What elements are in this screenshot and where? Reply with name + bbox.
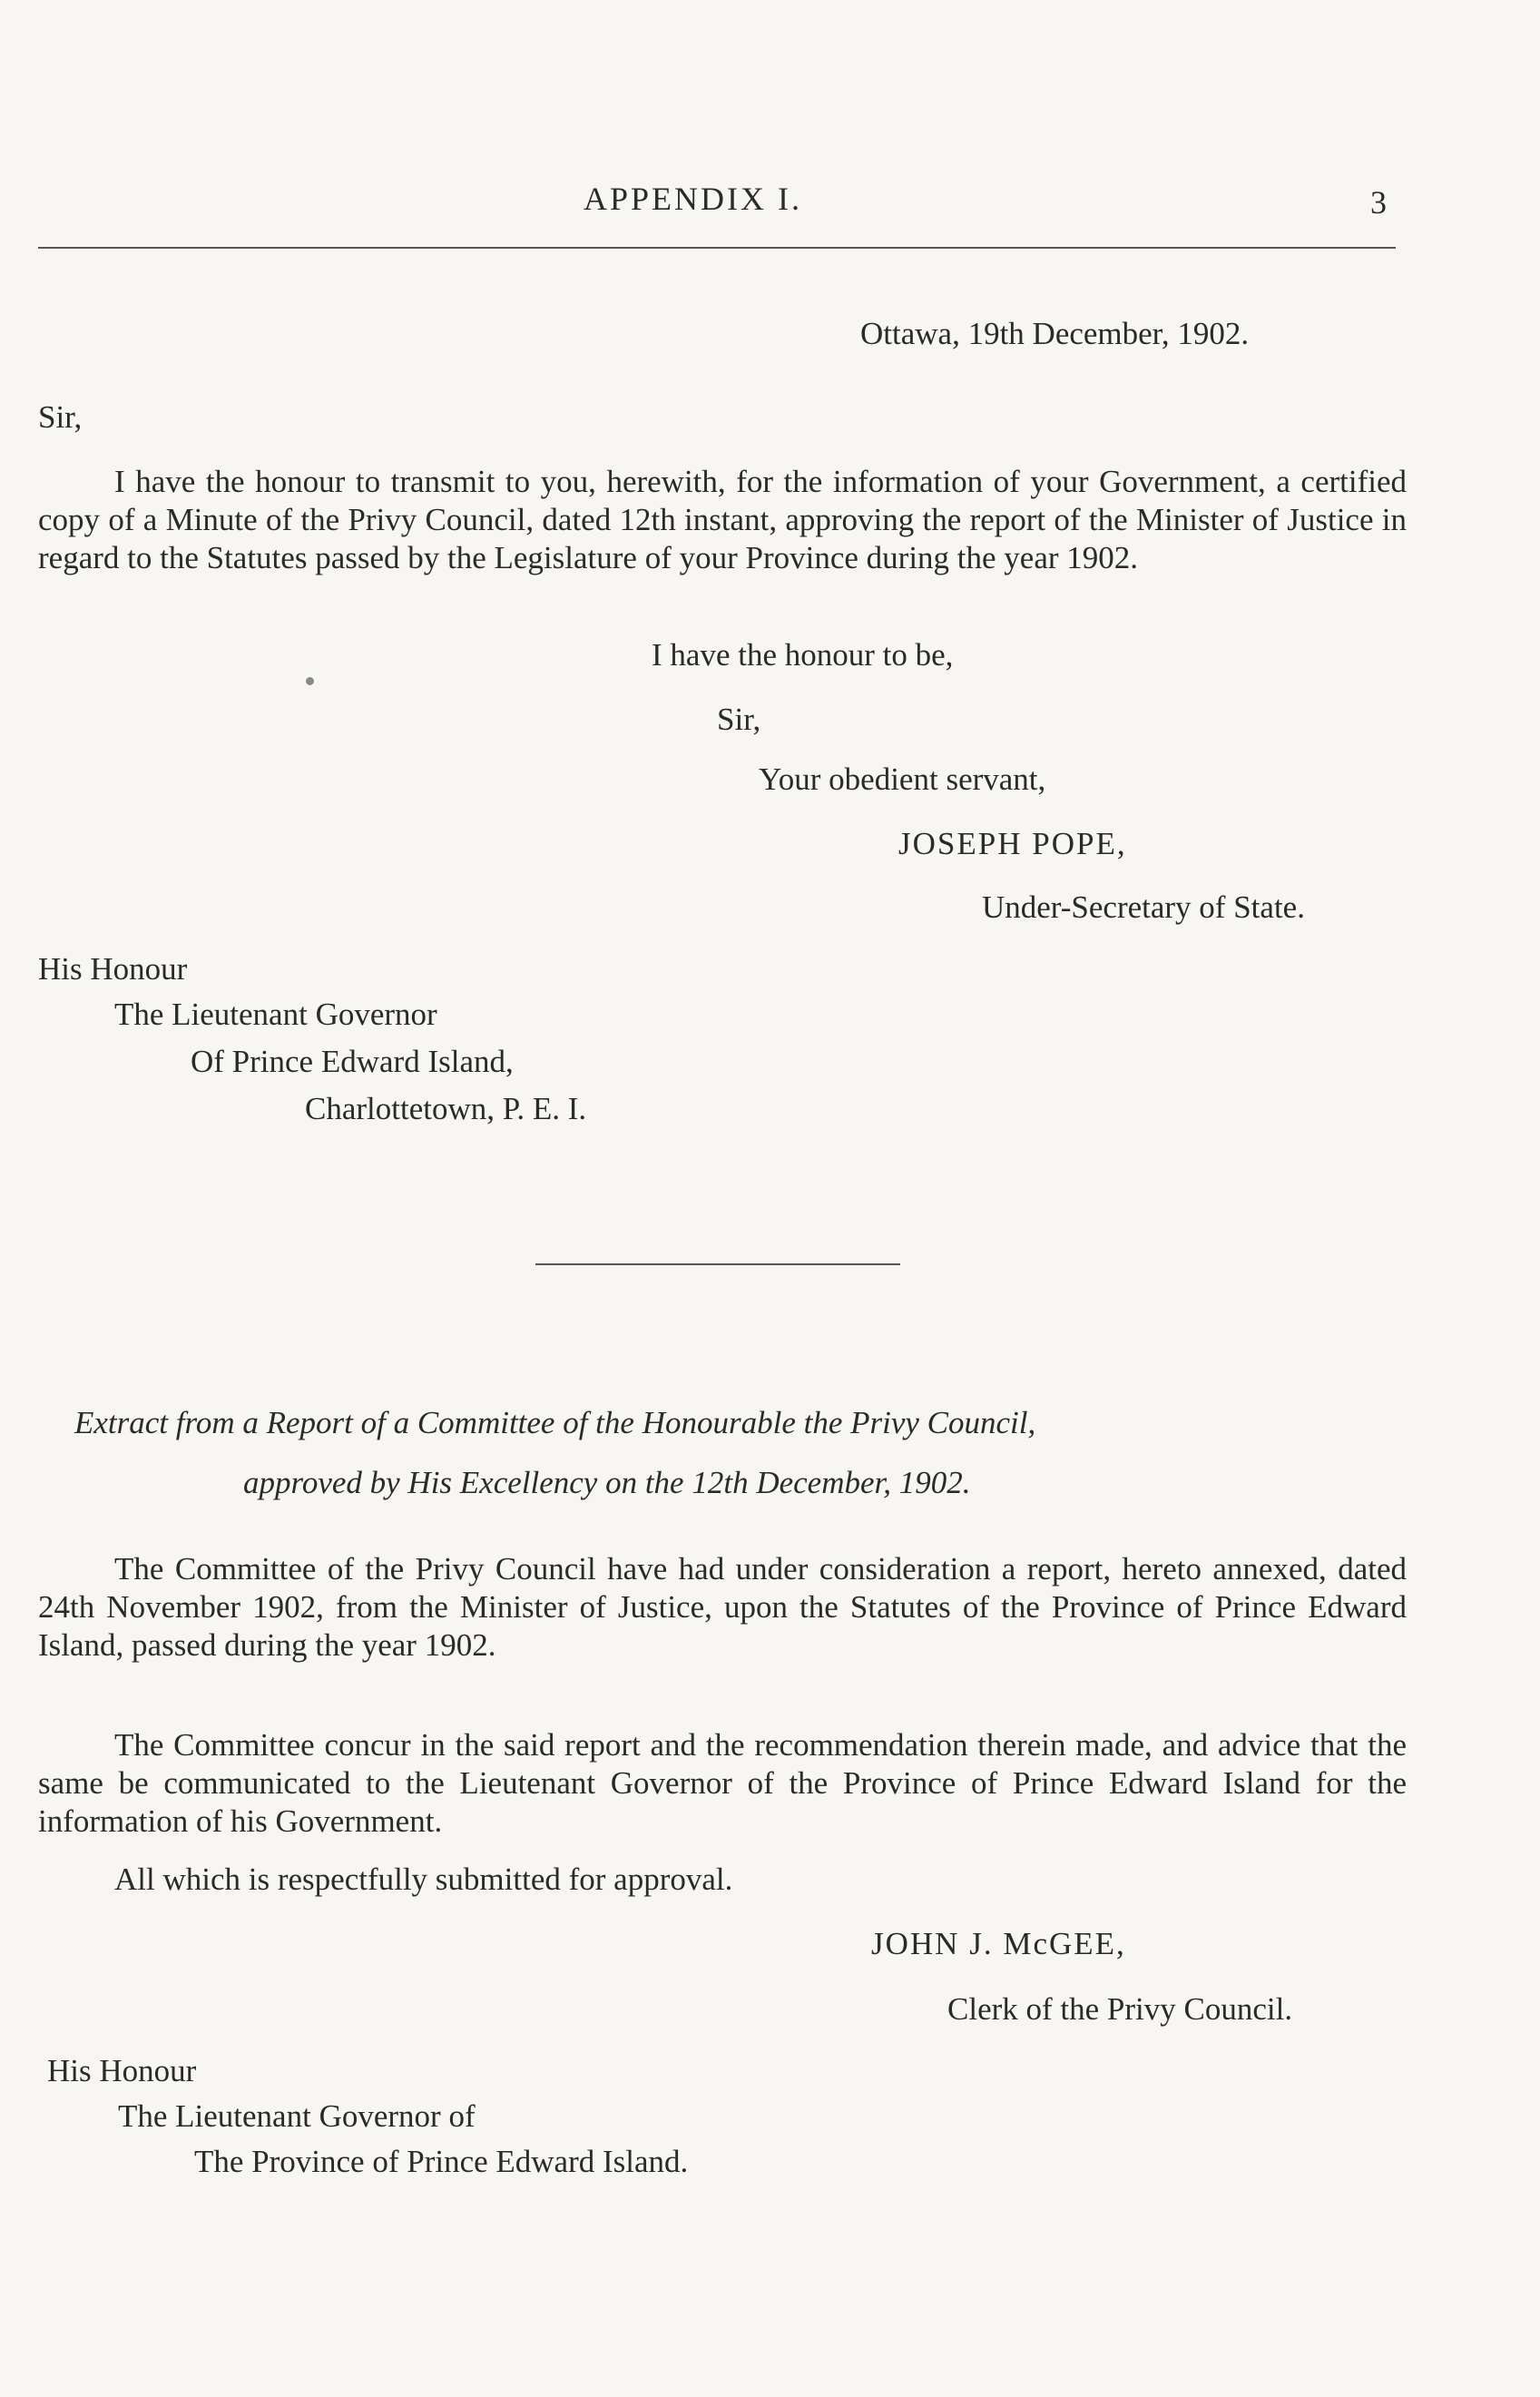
extract-address-line: The Province of Prince Edward Island. [194, 2144, 689, 2179]
letter-date-line: Ottawa, 19th December, 1902. [860, 316, 1250, 351]
letter-signatory-title: Under-Secretary of State. [982, 889, 1305, 925]
letter-closing-line-2: Sir, [717, 702, 761, 737]
header-rule [38, 247, 1396, 249]
letter-salutation: Sir, [38, 399, 83, 435]
page-number: 3 [1370, 184, 1387, 221]
extract-paragraph: The Committee of the Privy Council have had under consideration a report, hereto annexed, dated 24th November 1902, from the Minister of Justice, upon the Statutes of the Province of Prince Edward Island, passed during the year 1902. [38, 1551, 1407, 1663]
extract-address-line: His Honour [47, 2053, 197, 2088]
extract-address-line: The Lieutenant Governor of [118, 2098, 476, 2134]
section-divider-rule [535, 1263, 900, 1265]
letter-address-line: Charlottetown, P. E. I. [305, 1091, 587, 1126]
letter-body-paragraph: I have the honour to transmit to you, herewith, for the information of your Government, a certified copy of a Minute of the Privy Council, dated 12th instant, approving the report of the Minister of Justice in regard to the Statutes passed by the Legislature of your Province during the year 1902. [38, 464, 1407, 575]
running-header-title: APPENDIX I. [584, 181, 803, 217]
letter-address-line: His Honour [38, 951, 188, 987]
extract-heading-line-1: Extract from a Report of a Committee of the Honourable the Privy Council, [74, 1405, 1036, 1440]
letter-closing-line-1: I have the honour to be, [652, 637, 954, 673]
ink-speck [306, 677, 314, 685]
extract-paragraph: The Committee concur in the said report and the recommendation therein made, and advice that the same be communicated to the Lieutenant Governor of the Province of Prince Edward Island for the information of his Government. [38, 1727, 1407, 1839]
letter-signatory-name: JOSEPH POPE, [898, 826, 1127, 861]
extract-paragraph: All which is respectfully submitted for approval. [114, 1862, 733, 1897]
extract-signatory-name: JOHN J. McGEE, [871, 1926, 1126, 1961]
letter-closing-line-3: Your obedient servant, [759, 761, 1046, 797]
letter-address-line: Of Prince Edward Island, [191, 1044, 514, 1079]
letter-address-line: The Lieutenant Governor [114, 997, 437, 1032]
extract-heading-line-2: approved by His Excellency on the 12th December, 1902. [243, 1465, 971, 1500]
extract-signatory-title: Clerk of the Privy Council. [947, 1991, 1293, 2027]
